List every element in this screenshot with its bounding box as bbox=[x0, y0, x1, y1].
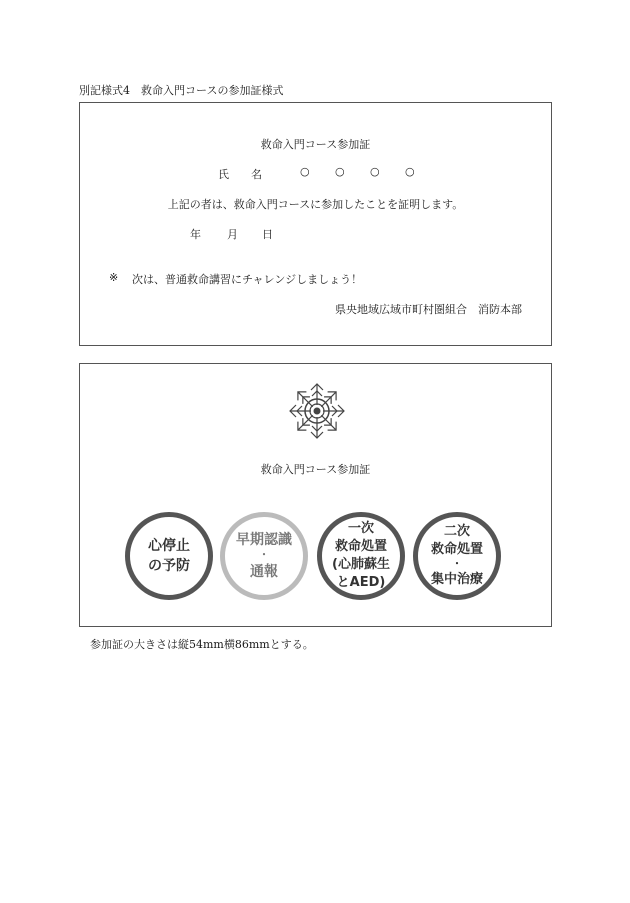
certification-statement: 上記の者は、救命入門コースに参加したことを証明します。 bbox=[167, 198, 464, 211]
step-4-line-2: 救命処置 bbox=[430, 542, 483, 557]
step-2-line-1: 早期認識 bbox=[236, 532, 292, 548]
form-title: 別記様式4 救命入門コースの参加証様式 bbox=[79, 84, 284, 97]
chain-of-survival-step-4 bbox=[413, 512, 501, 600]
step-3-line-1: 一次 bbox=[347, 521, 374, 536]
date-day: 日 bbox=[262, 228, 273, 241]
name-label: 氏 名 bbox=[218, 168, 262, 181]
name-mark-2: ○ bbox=[335, 165, 345, 178]
step-4-line-4: 集中治療 bbox=[430, 572, 483, 587]
reference-mark: ※ bbox=[109, 271, 119, 284]
chain-of-survival-step-2 bbox=[220, 512, 308, 600]
card-title: 救命入門コース参加証 bbox=[260, 138, 371, 151]
certificate-card-back bbox=[79, 363, 552, 627]
name-mark-4: ○ bbox=[405, 165, 415, 178]
date-month: 月 bbox=[227, 228, 238, 241]
step-1-line-2: の予防 bbox=[148, 558, 190, 574]
name-mark-1: ○ bbox=[300, 165, 310, 178]
back-card-title: 救命入門コース参加証 bbox=[260, 463, 371, 476]
step-2-line-2: ・ bbox=[259, 550, 269, 561]
size-note: 参加証の大きさは縦54mm横86mmとする。 bbox=[90, 638, 314, 651]
chain-of-survival-step-1 bbox=[125, 512, 213, 600]
step-1-line-1: 心停止 bbox=[148, 538, 190, 554]
chain-of-survival-step-3 bbox=[317, 512, 405, 600]
certificate-card-front bbox=[79, 102, 552, 346]
step-4-line-3: ・ bbox=[452, 559, 462, 570]
step-3-line-4: とAED) bbox=[336, 575, 386, 590]
fire-department-emblem-icon bbox=[285, 379, 349, 443]
step-2-line-3: 通報 bbox=[250, 564, 278, 580]
date-year: 年 bbox=[190, 228, 201, 241]
issuer-name: 県央地域広域市町村圏組合 消防本部 bbox=[335, 303, 522, 316]
name-mark-3: ○ bbox=[370, 165, 380, 178]
step-3-line-2: 救命処置 bbox=[334, 539, 387, 554]
step-4-line-1: 二次 bbox=[443, 524, 470, 539]
step-3-line-3: (心肺蘇生 bbox=[332, 557, 390, 572]
encouragement-text: 次は、普通救命講習にチャレンジしましょう！ bbox=[132, 273, 363, 286]
